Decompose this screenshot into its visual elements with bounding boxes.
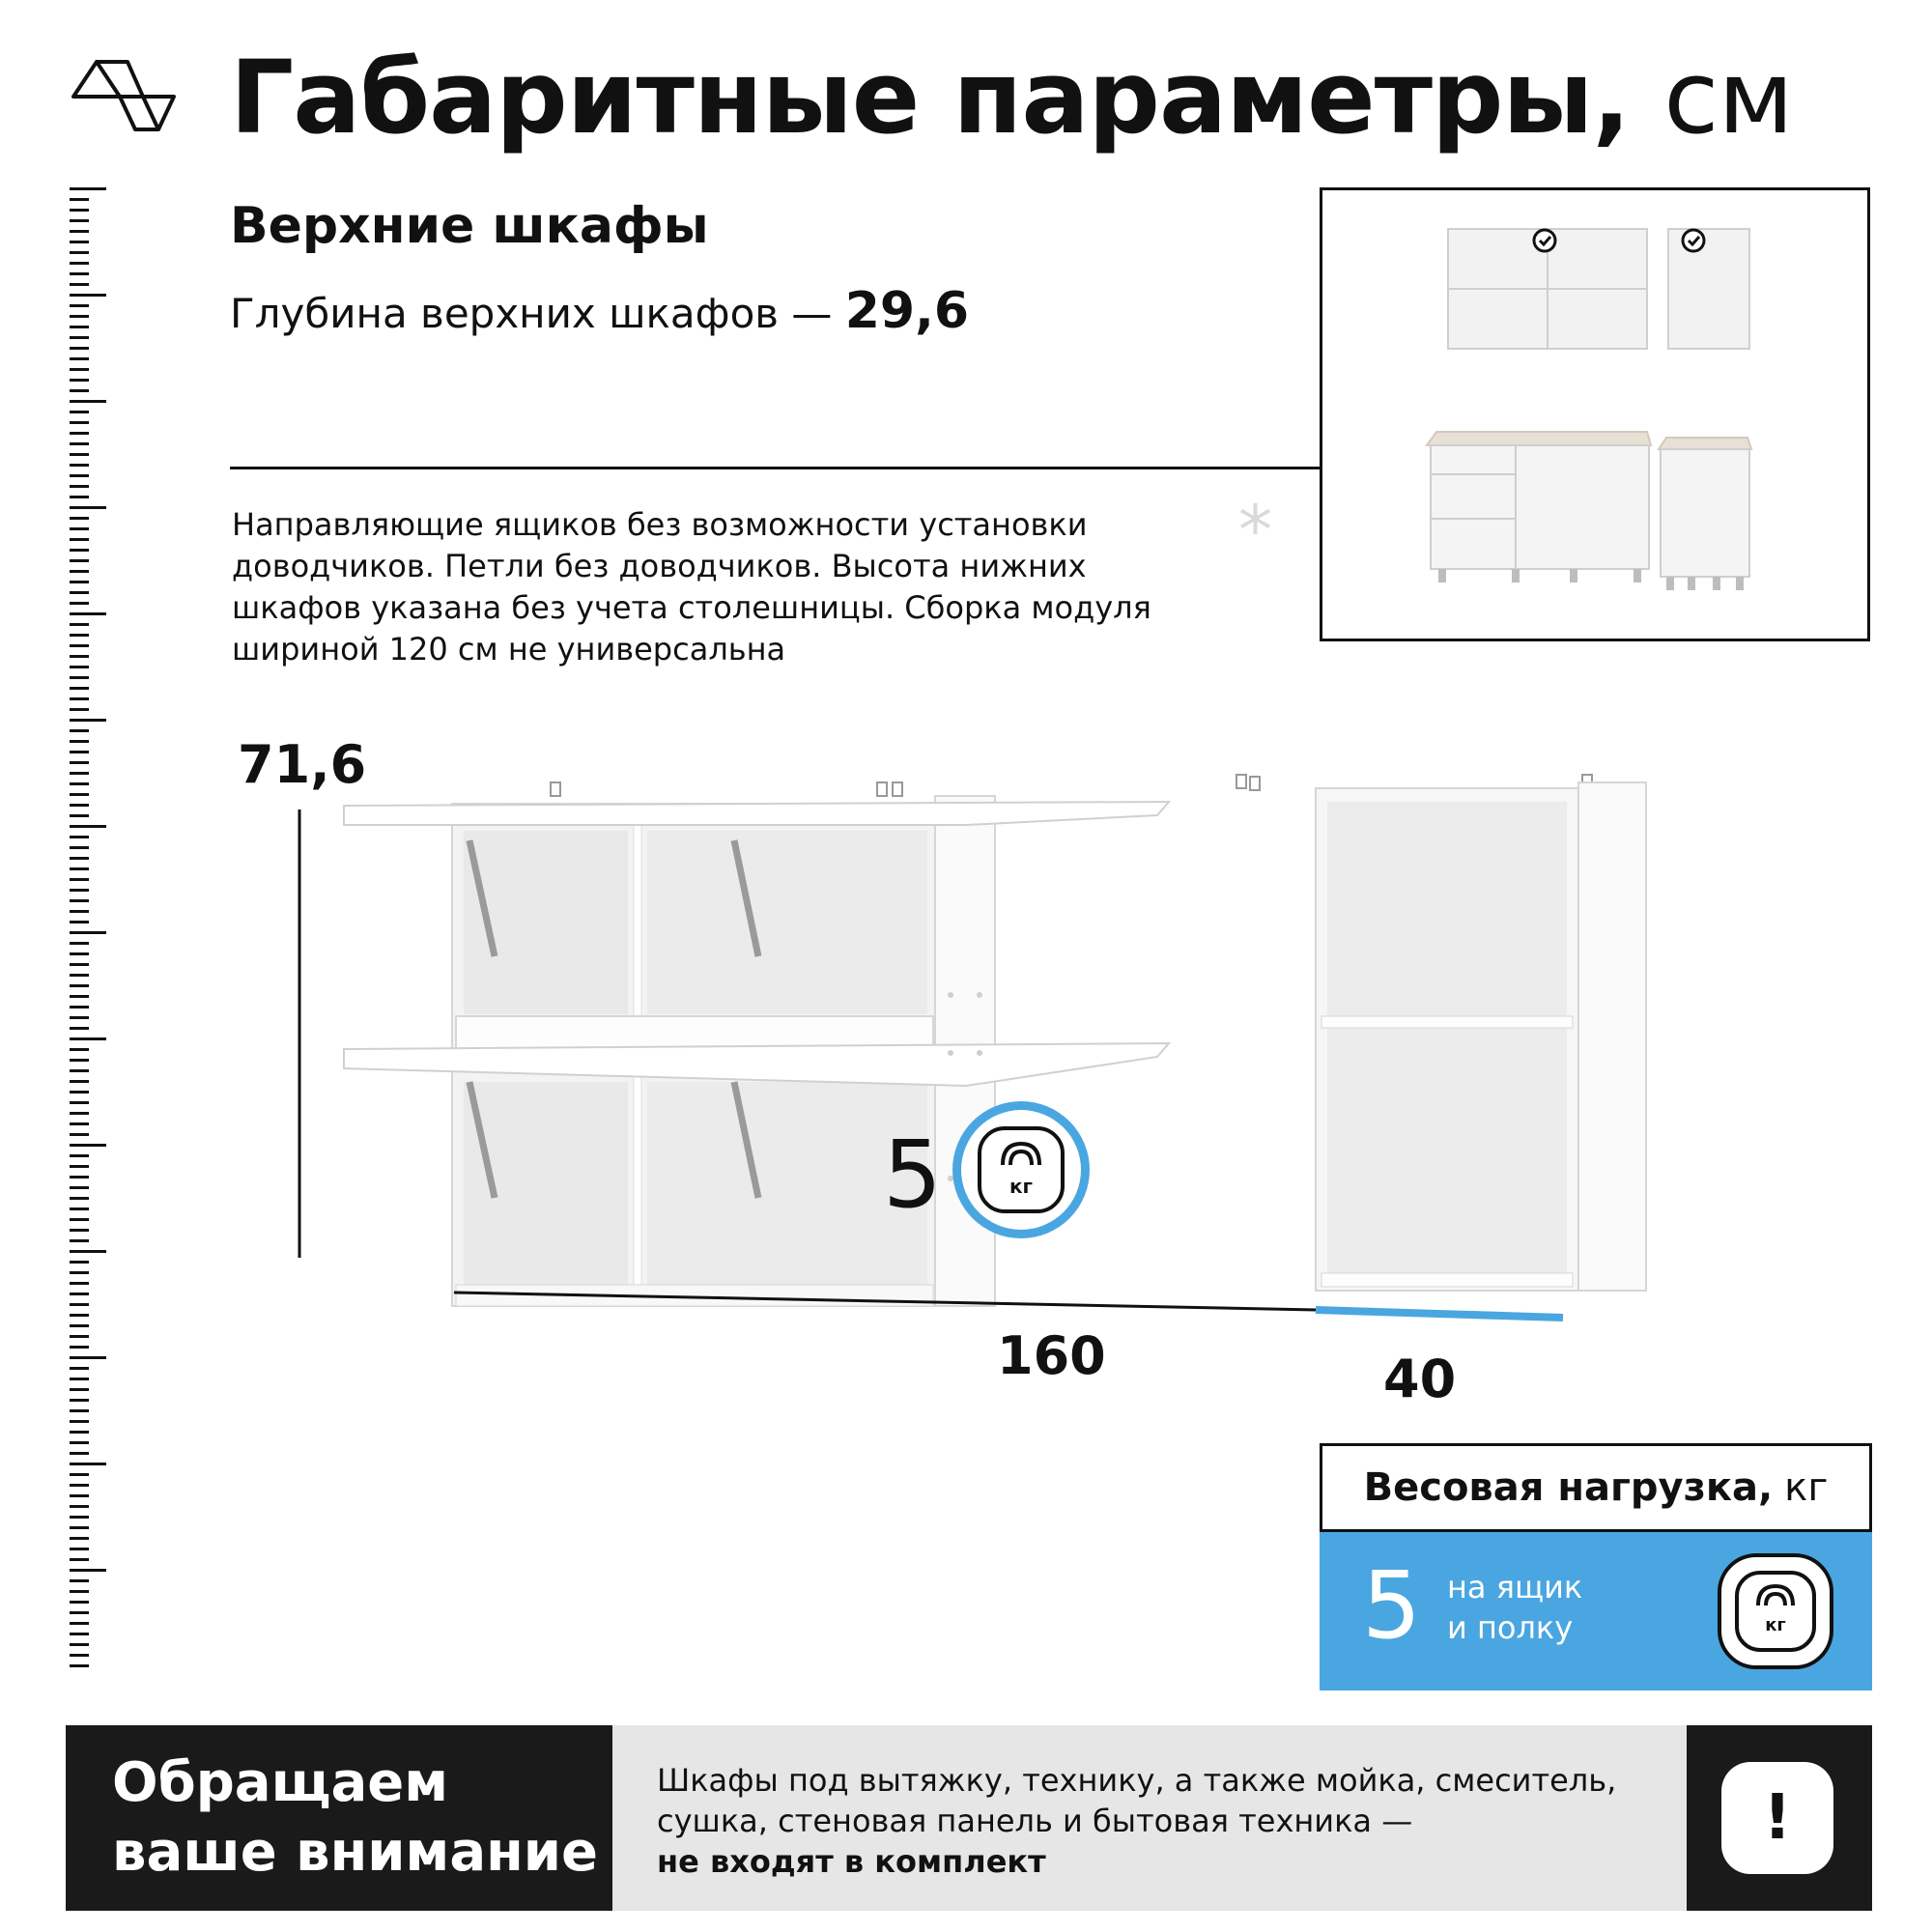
attention-heading: Обращаем ваше внимание <box>66 1725 612 1911</box>
attention-footer <box>66 1725 1872 1911</box>
upper-flap-door <box>344 802 1169 825</box>
height-value: 71,6 <box>238 734 367 795</box>
ruler-decoration <box>68 187 110 1675</box>
weight-load-body <box>1320 1532 1872 1690</box>
depth-label: Глубина верхних шкафов — <box>230 290 833 337</box>
exclamation-icon: ! <box>1721 1762 1833 1874</box>
kit-preview-box <box>1320 187 1870 641</box>
check-icon <box>1534 230 1555 251</box>
weight-icon: кг <box>978 1126 1065 1213</box>
check-icon <box>1683 230 1704 251</box>
kit-preview-illustration <box>1322 190 1867 639</box>
weight-load-value: 5 <box>1362 1551 1422 1660</box>
weight-load-panel <box>1320 1443 1872 1690</box>
width-large-value: 160 <box>997 1325 1106 1386</box>
cabinet-illustration <box>232 763 1662 1381</box>
shelf-load-value: 5 <box>883 1121 943 1229</box>
depth-info <box>230 282 969 340</box>
width-small-value: 40 <box>1383 1349 1457 1409</box>
asterisk-mark: * <box>1238 491 1272 570</box>
brand-logo-icon <box>70 56 178 135</box>
product-note: Направляющие ящиков без возможности установки доводчиков. Петли без доводчиков. Высота нижних шкафов указана без учета столешницы. Сборка модуля шириной 120 см не универсальна <box>232 506 1151 668</box>
weight-load-text-1: на ящик <box>1447 1569 1583 1605</box>
alert-block <box>1687 1725 1872 1911</box>
depth-value: 29,6 <box>844 282 970 340</box>
divider-line <box>230 467 1320 469</box>
section-subtitle: Верхние шкафы <box>230 197 709 255</box>
weight-icon: кг <box>1718 1553 1833 1669</box>
weight-load-heading: Весовая нагрузка, кг <box>1320 1443 1872 1532</box>
weight-badge <box>952 1101 1090 1238</box>
page-title: Габаритные параметры, см <box>230 39 1793 156</box>
weight-load-text-2: и полку <box>1447 1609 1574 1646</box>
attention-text: Шкафы под вытяжку, технику, а также мойка, смеситель, сушка, стеновая панель и бытовая техника — не входят в комплект <box>657 1760 1662 1882</box>
width-small-dimension-line <box>1316 1310 1563 1318</box>
attention-text-bold: не входят в комплект <box>657 1843 1046 1880</box>
